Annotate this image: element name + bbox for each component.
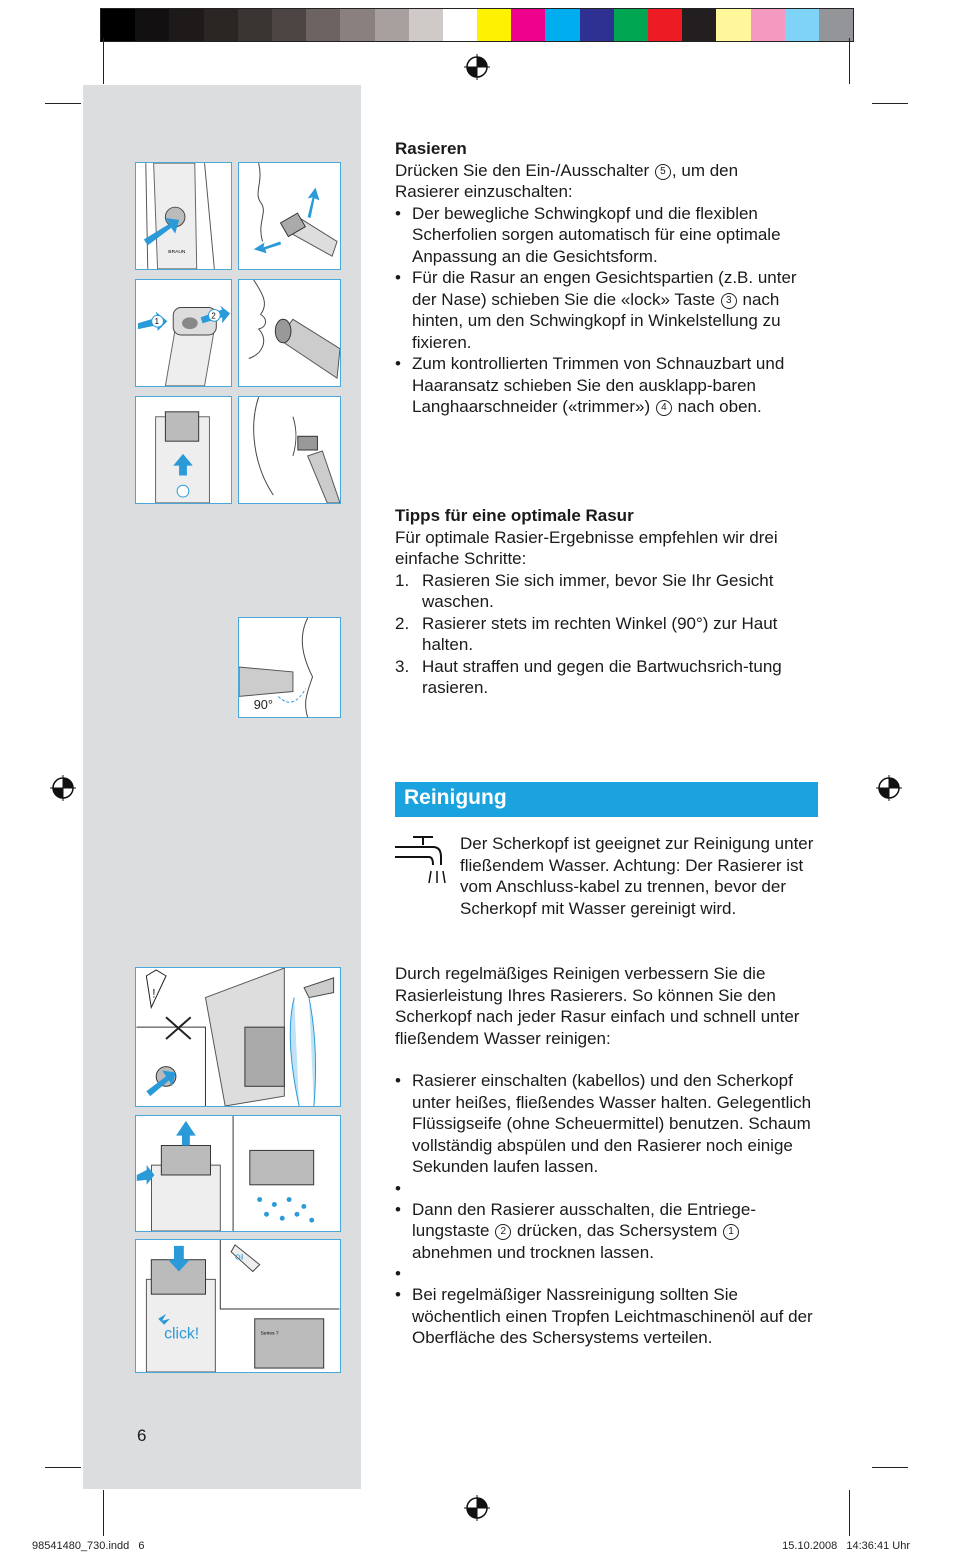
crop-mark xyxy=(45,103,81,104)
color-swatch xyxy=(375,9,409,41)
warning-icon: ! xyxy=(152,986,156,1001)
color-swatch xyxy=(477,9,511,41)
list-item-text: Für die Rasur an engen Gesichtspartien (z.B. unter der Nase) schieben Sie die «lock» Taste xyxy=(412,268,797,309)
lock-number-2: 2 xyxy=(211,311,216,321)
tipps-section xyxy=(395,505,820,699)
list-item-text: nach oben. xyxy=(677,397,762,416)
registration-mark-icon xyxy=(874,773,904,803)
color-swatch xyxy=(272,9,306,41)
step-number: 2. xyxy=(395,613,410,633)
reinigung-bullet-list xyxy=(395,1070,820,1349)
color-swatch xyxy=(135,9,169,41)
tipps-intro: Für optimale Rasier-Ergebnisse empfehlen wir drei einfache Schritte: xyxy=(395,527,778,568)
footer-file-name: 98541480_730.indd 6 xyxy=(32,1540,145,1552)
color-swatch xyxy=(819,9,853,41)
series-label: Series 7 xyxy=(260,1331,279,1337)
reinigung-heading: Reinigung xyxy=(404,786,507,809)
step-text: Haut straffen und gegen die Bartwuchsrich-tung rasieren. xyxy=(422,656,782,697)
color-swatch xyxy=(545,9,579,41)
list-item-text: Dann den Rasierer ausschalten, die Entriege-lungstaste xyxy=(412,1199,756,1240)
figure-power-button xyxy=(135,162,232,270)
registration-mark-icon xyxy=(462,52,492,82)
color-calibration-bar xyxy=(100,8,854,42)
crop-mark xyxy=(872,1467,908,1468)
rasieren-intro-text: Rasierer einzuschalten: xyxy=(395,182,573,201)
crop-mark xyxy=(103,38,104,84)
rasieren-title: Rasieren xyxy=(395,139,467,158)
list-spacer xyxy=(395,1263,820,1284)
tipps-steps-list xyxy=(395,570,820,699)
crop-mark xyxy=(872,103,908,104)
reinigung-paragraph: Durch regelmäßiges Reinigen verbessern Sie die Rasierleistung Ihres Rasierers. So können Sie den Scherkopf nach jeder Rasur einfach und schnell unter fließendem Wasser reinigen: xyxy=(395,964,800,1048)
registration-mark-icon xyxy=(48,773,78,803)
circled-number: 5 xyxy=(655,164,671,180)
tipps-title: Tipps für eine optimale Rasur xyxy=(395,506,634,525)
reinigung-body xyxy=(395,963,820,1349)
figure-lock-button xyxy=(135,279,232,387)
list-item-text: abnehmen und trocknen lassen. xyxy=(412,1242,654,1262)
color-swatch xyxy=(443,9,477,41)
list-item xyxy=(395,613,820,656)
color-swatch xyxy=(306,9,340,41)
circled-number: 2 xyxy=(495,1224,511,1240)
reinigung-heading-bar xyxy=(395,782,818,817)
color-swatch xyxy=(682,9,716,41)
color-swatch xyxy=(614,9,648,41)
figure-trimming-sideburn xyxy=(238,396,341,504)
color-swatch xyxy=(511,9,545,41)
color-swatch xyxy=(648,9,682,41)
step-text: Rasieren Sie sich immer, bevor Sie Ihr Gesicht waschen. xyxy=(422,570,774,611)
rasieren-section xyxy=(395,138,820,418)
footer-date: 15.10.2008 14:36:41 Uhr xyxy=(782,1540,910,1552)
angle-label: 90° xyxy=(253,697,273,713)
color-swatch xyxy=(238,9,272,41)
list-item xyxy=(395,1284,820,1349)
color-swatch xyxy=(169,9,203,41)
color-swatch xyxy=(340,9,374,41)
page-number: 6 xyxy=(137,1426,147,1445)
list-item xyxy=(395,656,820,699)
color-swatch xyxy=(101,9,135,41)
list-item xyxy=(395,353,820,418)
color-swatch xyxy=(751,9,785,41)
figure-oil-and-click xyxy=(135,1239,341,1373)
circled-number: 1 xyxy=(723,1224,739,1240)
list-item xyxy=(395,1070,820,1178)
list-item xyxy=(395,267,820,353)
crop-mark xyxy=(849,1490,850,1536)
circled-number: 3 xyxy=(721,293,737,309)
list-item-text: Zum kontrollierten Trimmen von Schnauzbart und Haaransatz schieben Sie den ausklapp-baren Langhaarschneider («trimmer») xyxy=(412,354,785,416)
list-item-text: drücken, das Schersystem xyxy=(516,1221,718,1240)
crop-mark xyxy=(103,1490,104,1536)
color-swatch xyxy=(204,9,238,41)
figure-nose-shaving xyxy=(238,279,341,387)
list-item-text: Bei regelmäßiger Nassreinigung sollten Sie wöchentlich einen Tropfen Leichtmaschinenöl auf der Oberfläche des Schersystems verteilen. xyxy=(412,1285,813,1347)
list-item-text: nach hinten, um den Schwingkopf in Winkelstellung zu fixieren. xyxy=(412,289,781,352)
rasieren-intro xyxy=(395,160,820,203)
faucet-icon xyxy=(393,835,448,890)
color-swatch xyxy=(785,9,819,41)
list-item xyxy=(395,570,820,613)
list-spacer xyxy=(395,1178,820,1199)
color-swatch xyxy=(409,9,443,41)
figure-shaving-face xyxy=(238,162,341,270)
rasieren-intro-text: , um den xyxy=(671,160,739,180)
list-item-text: Rasierer einschalten (kabellos) und den Scherkopf unter heißes, fließendes Wasser halten. Gelegentlich Flüssigseife (ohne Scheuermittel) benutzen. Schaum vollständig abspülen und den Rasierer noch einige Sekunden laufen lassen. xyxy=(412,1071,812,1176)
step-number: 3. xyxy=(395,656,410,676)
reinigung-water-note: Der Scherkopf ist geeignet zur Reinigung unter fließendem Wasser. Achtung: Der Rasierer ist vom Anschluss-kabel zu trennen, bevor der Scherkopf mit Wasser gereinigt wird. xyxy=(460,834,814,918)
figure-rinse-under-tap xyxy=(135,967,341,1107)
circled-number: 4 xyxy=(656,400,672,416)
click-label: click! xyxy=(164,1325,200,1343)
color-swatch xyxy=(716,9,750,41)
step-number: 1. xyxy=(395,570,410,590)
brand-label: BRAUN xyxy=(168,250,186,256)
color-swatch xyxy=(580,9,614,41)
crop-mark xyxy=(45,1467,81,1468)
step-text: Rasierer stets im rechten Winkel (90°) zur Haut halten. xyxy=(422,613,778,654)
list-item-text: Der bewegliche Schwingkopf und die flexiblen Scherfolien sorgen automatisch für eine optimale Anpassung an die Gesichtsform. xyxy=(412,203,781,266)
rasieren-bullet-list xyxy=(395,203,820,418)
lock-number-1: 1 xyxy=(154,317,159,327)
list-item xyxy=(395,203,820,268)
rasieren-intro-text: Drücken Sie den Ein-/Ausschalter xyxy=(395,160,650,180)
list-item xyxy=(395,1199,820,1264)
registration-mark-icon xyxy=(462,1493,492,1523)
figure-trimmer xyxy=(135,396,232,504)
figure-remove-foil xyxy=(135,1115,341,1232)
oil-label: Oil xyxy=(235,1254,244,1262)
crop-mark xyxy=(849,38,850,84)
figure-90-degree-angle xyxy=(238,617,341,718)
